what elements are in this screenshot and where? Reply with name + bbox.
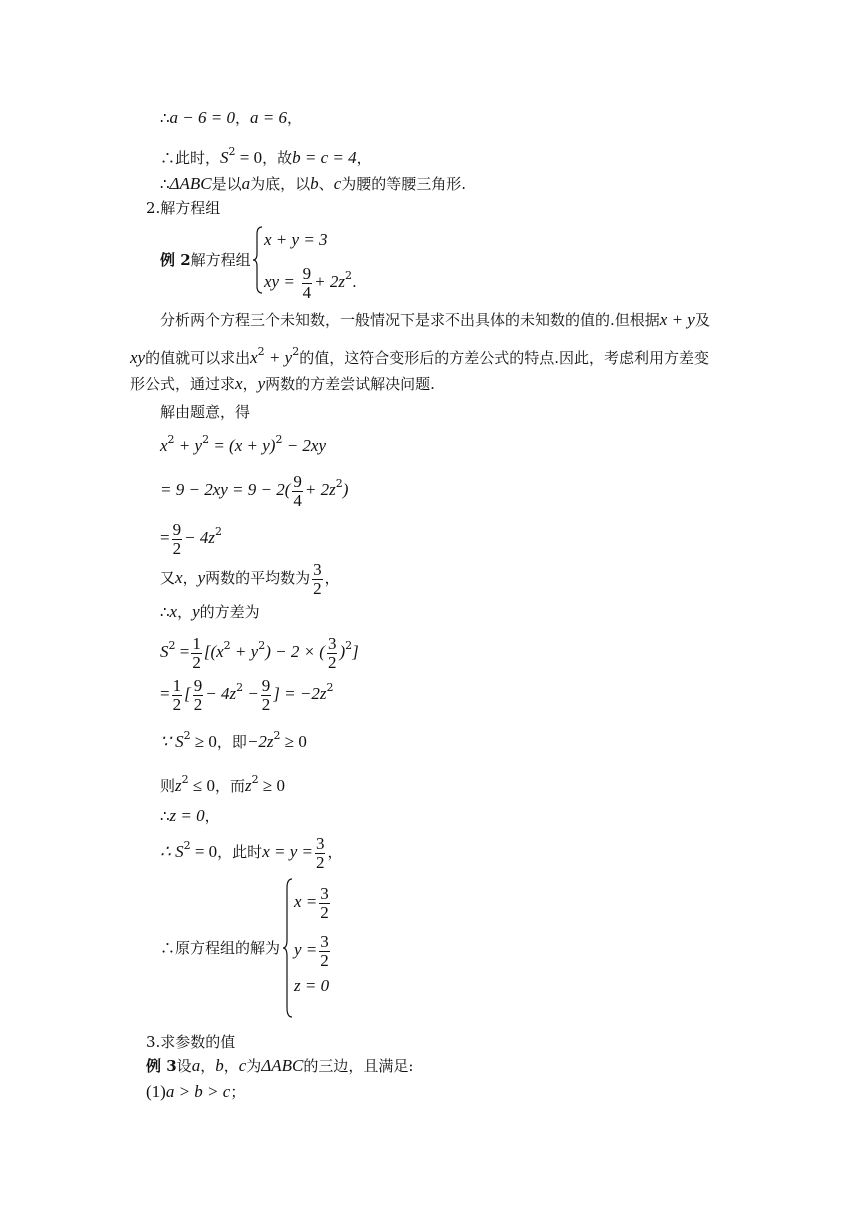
therefore-symbol: ∴ <box>160 109 170 127</box>
line-a-minus-6: ∴a − 6 = 0，a = 6， <box>160 108 303 127</box>
fraction: $\frac{3}{2}$ <box>327 633 337 672</box>
fraction: $\frac{3}{2}$ <box>313 559 322 598</box>
step-1: $x^2 + y^2 = (x + y)^2 - 2xy$ <box>160 433 326 455</box>
step-7: = $\frac{1}{2}$ [ $\frac{9}{2}$ − $4z^2$ − $\frac{9}{2}$ ] = $-2z^2$ <box>160 675 334 714</box>
step-11: ∴ $S^2 = 0$，此时x = y = $\frac{3}{2}$ ， <box>160 833 343 872</box>
step-3: = $\frac{9}{2}$ − $4z^2$ <box>160 519 222 558</box>
step-2: = 9 − 2xy = 9 − 2( $\frac{9}{4}$ + $2z^2$) <box>160 471 349 510</box>
fraction: $\frac{9}{2}$ <box>193 675 203 714</box>
line-triangle-conclusion: ∴ΔABC是以a为底，以b、c为腰的等腰三角形. <box>160 174 467 193</box>
step-5-variance: ∴x，y的方差为 <box>160 602 260 621</box>
fraction: $\frac{9}{2}$ <box>261 675 271 714</box>
fraction: $\frac{3}{2}$ <box>315 833 325 872</box>
step-4-mean: 又x，y两数的平均数为 $\frac{3}{2}$ ， <box>160 559 340 598</box>
fraction: $\frac{9}{4}$ <box>293 471 302 510</box>
condition-1: (1)a > b > c； <box>146 1082 246 1101</box>
step-8: ∵ $S^2 \ge 0$，即$-2z^2 \ge 0$ <box>160 729 307 751</box>
example-3: 例 3设a，b，c为ΔABC的三边，且满足: <box>146 1056 414 1075</box>
analysis-line-2: xy的值就可以求出$x^2 + y^2$的值，这符合变形后的方差公式的特点.因此，考虑利用方差变 <box>130 345 709 367</box>
fraction: $\frac{3}{2}$ <box>320 883 329 922</box>
fraction: $\frac{1}{2}$ <box>192 633 201 672</box>
step-10: ∴z = 0， <box>160 806 220 825</box>
analysis-line-1: 分析两个方程三个未知数，一般情况下是求不出具体的未知数的值的.但根据x + y及 <box>160 310 710 329</box>
analysis-line-3: 形公式，通过求x，y两数的方差尝试解决问题. <box>130 374 435 393</box>
solution-label: ∴原方程组的解为 <box>160 939 281 957</box>
solution-z: z = 0 <box>294 976 330 995</box>
solution-head: 解由题意，得 <box>160 403 251 421</box>
solution-x: x = $\frac{3}{2}$ <box>294 883 329 922</box>
left-brace-solution <box>282 878 294 1018</box>
fraction: $\frac{9}{4}$ <box>302 263 312 302</box>
fraction: $\frac{9}{2}$ <box>172 519 182 558</box>
fraction: $\frac{1}{2}$ <box>172 675 182 714</box>
step-6: $S^2$ = $\frac{1}{2}$ [$(x^2 + y^2) - 2$ × ( $\frac{3}{2}$ )$^2$] <box>160 633 359 672</box>
system-eq-1: x + y = 3 <box>264 230 328 249</box>
step-9: 则$z^2 \le 0$，而$z^2 \ge 0$ <box>160 773 285 795</box>
section-heading-2: 2.解方程组 <box>146 199 221 217</box>
section-heading-3: 3.求参数的值 <box>146 1033 236 1051</box>
fraction: $\frac{3}{2}$ <box>320 931 329 970</box>
system-eq-2: xy = $\frac{9}{4}$ + $2z^2$. <box>264 263 357 302</box>
example-2-label: 例 2解方程组 <box>160 251 251 269</box>
line-s2-zero: ∴此时，$S^2 = 0$，故b = c = 4， <box>160 145 372 167</box>
solution-y: y = $\frac{3}{2}$ <box>294 931 329 970</box>
left-brace-system <box>252 226 264 294</box>
